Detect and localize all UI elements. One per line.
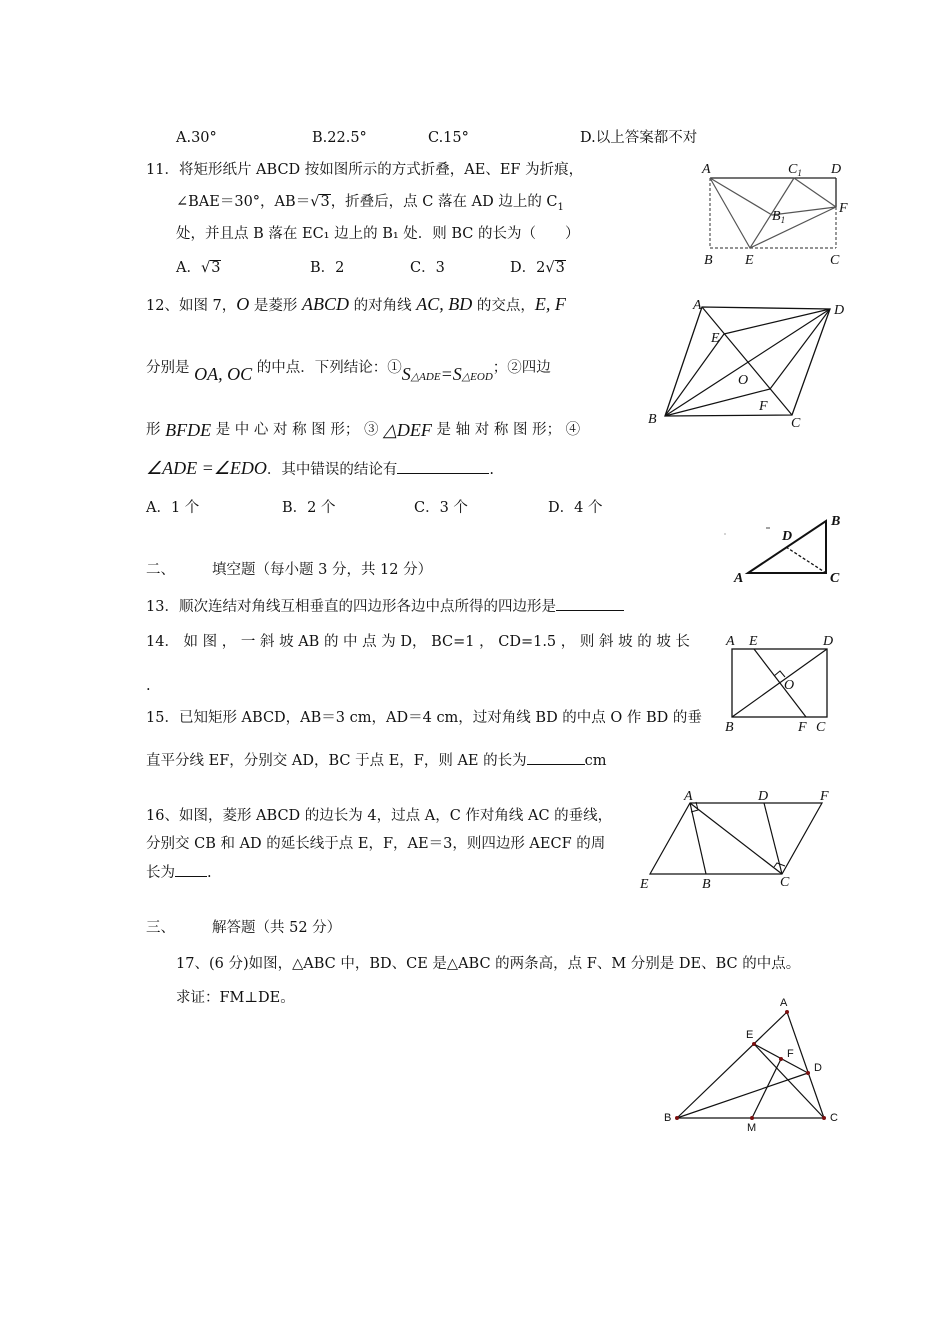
q10-option-d: D.以上答案都不对 — [580, 130, 698, 146]
q12-line-1 — [146, 294, 566, 316]
q11-line-2 — [176, 192, 564, 218]
q16-fig-label-c: C — [780, 875, 790, 890]
q11-option-b: B．2 — [310, 260, 345, 276]
q15-fig-label-f: F — [798, 720, 807, 735]
q11-line-2-sub: 1 — [557, 201, 564, 213]
q12-var-def: △DEF — [383, 420, 432, 440]
q12-line-1-mid2: 的对角线 — [349, 298, 417, 314]
q12-line-1-mid3: 的交点， — [472, 298, 535, 314]
q12-fig-label-e: E — [711, 331, 720, 346]
q12-var-e-f: E, F — [534, 294, 566, 314]
q16-line-1: 16、如图，菱形 ABCD 的边长为 4，过点 A，C 作对角线 AC 的垂线， — [146, 808, 613, 824]
q14-line-2: . — [146, 678, 151, 694]
q12-fig-label-f: F — [759, 399, 768, 414]
q17-fig-label-f: F — [787, 1048, 794, 1060]
q11-fig-label-e: E — [745, 253, 754, 268]
q11-sqrt-sign: √ — [310, 194, 320, 210]
q12-line-3-end: 是 轴 对 称 图 形； ④ — [431, 422, 581, 438]
q11-fig-label-b1-main: B — [772, 209, 781, 224]
q12-line-4-text: ．其中错误的结论有 — [266, 462, 398, 478]
q12-var-abcd: ABCD — [302, 294, 350, 314]
section-3-title: 解答题（共 52 分） — [212, 920, 342, 936]
q11-option-a-label: A． — [176, 260, 201, 276]
q12-area-2-sub: △EOD — [461, 371, 493, 383]
q11-option-a-sqrt-sign: √ — [200, 260, 211, 276]
q12-area-eq: = — [440, 364, 453, 384]
q11-fig-label-d: D — [831, 162, 842, 177]
q17-fig-label-c: C — [830, 1112, 838, 1124]
q12-answer-blank[interactable] — [397, 459, 489, 474]
q11-option-a — [176, 258, 221, 278]
q12-option-a: A．1 个 — [146, 500, 200, 516]
q12-fig-label-o: O — [738, 373, 749, 388]
q17-fig-label-a: A — [780, 997, 788, 1009]
q15-fig-label-e: E — [749, 634, 758, 649]
q12-option-c: C．3 个 — [414, 500, 468, 516]
q15-fig-label-b: B — [725, 720, 734, 735]
q16-fig-label-e: E — [640, 877, 649, 892]
q11-fig-label-f: F — [839, 201, 848, 216]
q10-option-a: A.30° — [176, 130, 217, 146]
q14-fig-label-a: A — [734, 571, 744, 586]
q15-fig-label-d: D — [823, 634, 834, 649]
q11-fig-label-c: C — [830, 253, 840, 268]
q11-figure — [700, 160, 850, 270]
q14-line-1: 14． 如 图 ， 一 斜 坡 AB 的 中 点 为 D， BC=1 ， CD=1.5 ， 则 斜 坡 的 坡 长 — [146, 634, 690, 650]
q15-fig-label-o: O — [784, 678, 795, 693]
q16-line-2: 分别交 CB 和 AD 的延长线于点 E，F，AE＝3，则四边形 AECF 的周 — [146, 836, 606, 852]
q12-var-oa-oc: OA, OC — [194, 364, 253, 384]
q12-line-3 — [146, 418, 580, 440]
q16-answer-blank[interactable] — [175, 862, 207, 877]
q12-area-1-sub: △ADE — [410, 371, 441, 383]
q14-fig-label-b: B — [831, 514, 841, 529]
q12-angle-equation: ∠ADE =∠EDO — [146, 458, 267, 478]
q16-line-3-text: 长为 — [146, 865, 175, 881]
q12-line-4 — [146, 458, 494, 480]
q12-line-2-pre: 分别是 — [146, 360, 195, 376]
q17-fig-label-e: E — [746, 1029, 754, 1041]
q17-line-2: 求证：FM⊥DE。 — [176, 990, 295, 1006]
q11-fig-label-c1 — [788, 162, 802, 178]
q11-sqrt-3: 3 — [320, 194, 330, 210]
q12-fig-label-a: A — [693, 298, 702, 313]
q14-figure — [720, 510, 850, 590]
section-2-title: 填空题（每小题 3 分，共 12 分） — [212, 562, 433, 578]
q16-line-3 — [146, 862, 212, 883]
q11-line-2a: ∠BAE＝30°，AB＝ — [176, 194, 311, 210]
q12-fig-label-b: B — [648, 412, 657, 427]
q12-line-2-mid: 的中点．下列结论：① — [252, 360, 402, 376]
q12-line-1-mid: 是菱形 — [249, 298, 303, 314]
q15-answer-blank[interactable] — [527, 750, 585, 765]
q15-fig-label-a: A — [726, 634, 735, 649]
q15-fig-label-c: C — [816, 720, 826, 735]
q11-fig-label-c1-main: C — [788, 162, 798, 177]
q17-fig-label-m: M — [747, 1122, 757, 1134]
q11-option-d-sqrt-sign: √ — [545, 260, 555, 276]
q11-line-2b: ，折叠后，点 C 落在 AD 边上的 C — [330, 194, 558, 210]
q16-fig-label-d: D — [758, 789, 769, 804]
q12-line-2 — [146, 356, 551, 384]
q11-option-a-sqrt: 3 — [211, 260, 221, 276]
q14-fig-label-c: C — [830, 571, 840, 586]
q11-fig-label-b1 — [772, 209, 785, 225]
q12-var-ac-bd: AC, BD — [416, 294, 473, 314]
q15-line-2 — [146, 750, 607, 771]
q13-text: 13．顺次连结对角线互相垂直的四边形各边中点所得的四边形是 — [146, 599, 556, 615]
q11-option-d-sqrt: 3 — [555, 260, 565, 276]
q14-fig-label-d: D — [782, 529, 793, 544]
q12-option-d: D．4 个 — [548, 500, 603, 516]
q12-line-3-mid: 是 中 心 对 称 图 形； ③ — [211, 422, 384, 438]
section-2-number: 二、 — [146, 562, 175, 578]
q17-fig-label-b: B — [664, 1112, 672, 1124]
q12-area-1 — [402, 364, 493, 384]
q11-fig-label-a: A — [702, 162, 711, 177]
q11-fig-label-c1-sub: 1 — [797, 168, 802, 178]
q15-line-1: 15．已知矩形 ABCD，AB＝3 cm，AD＝4 cm，过对角线 BD 的中点 O 作 BD 的垂 — [146, 710, 702, 726]
q12-fig-label-d: D — [834, 303, 845, 318]
q16-figure — [640, 790, 840, 895]
q11-line-1: 11．将矩形纸片 ABCD 按如图所示的方式折叠，AE、EF 为折痕， — [146, 162, 584, 178]
q16-fig-label-a: A — [684, 789, 693, 804]
q12-line-1-pre: 12、如图 7， — [146, 298, 237, 314]
q11-fig-label-b1-sub: 1 — [780, 215, 786, 225]
q12-option-b: B．2 个 — [282, 500, 336, 516]
q12-fig-label-c: C — [791, 416, 801, 431]
q16-fig-label-b: B — [702, 877, 711, 892]
q12-var-bfde: BFDE — [165, 420, 212, 440]
q11-option-d — [510, 258, 566, 278]
q16-line-3-end: . — [207, 865, 212, 881]
q13-line — [146, 596, 624, 617]
q12-figure — [645, 295, 850, 435]
q11-option-c: C．3 — [410, 260, 445, 276]
q10-option-c: C.15° — [428, 130, 469, 146]
q17-figure — [660, 995, 850, 1135]
q13-answer-blank[interactable] — [556, 596, 624, 611]
q15-line-2-text: 直平分线 EF，分别交 AD，BC 于点 E，F，则 AE 的长为 — [146, 753, 527, 769]
q11-fig-label-b: B — [704, 253, 713, 268]
q12-var-o: O — [236, 294, 250, 314]
q11-option-d-label: D．2 — [510, 260, 546, 276]
q17-line-1: 17、(6 分)如图，△ABC 中，BD、CE 是△ABC 的两条高，点 F、M 分别是 DE、BC 的中点。 — [176, 956, 801, 972]
q17-fig-label-d: D — [814, 1062, 822, 1074]
q10-option-b: B.22.5° — [312, 130, 367, 146]
section-3-number: 三、 — [146, 920, 175, 936]
q12-area-1-s: S — [401, 364, 411, 384]
q16-fig-label-f: F — [820, 789, 829, 804]
q11-line-3: 处，并且点 B 落在 EC₁ 边上的 B₁ 处．则 BC 的长为（ ） — [176, 226, 580, 242]
q12-line-3-pre: 形 — [146, 422, 166, 438]
q15-unit: cm — [584, 753, 607, 769]
q12-line-4-end: . — [489, 462, 495, 478]
q15-figure — [720, 630, 845, 740]
q12-area-2-s: S — [452, 364, 462, 384]
q12-line-2-end: ；②四边 — [492, 360, 551, 376]
